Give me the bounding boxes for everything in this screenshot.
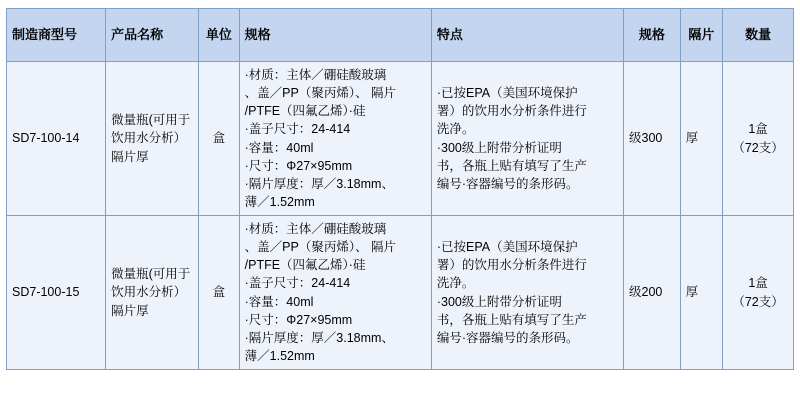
table-body (7, 62, 794, 370)
cell-spec: ·材质：主体／硼硅酸玻璃 、盖／PP（聚丙烯）、 隔片 /PTFE（四氟乙烯）·硅 ·盖子尺寸：24-414 ·容量：40ml ·尺寸：Φ27×95mm ·隔片厚度：厚／3.18mm、 薄／1.52mm (239, 62, 431, 216)
table-header (7, 9, 794, 62)
header-quantity: 数量 (723, 9, 794, 62)
cell-grade: 级200 (624, 216, 681, 370)
table-row (7, 216, 794, 370)
cell-model: SD7-100-14 (7, 62, 106, 216)
header-spec: 规格 (239, 9, 431, 62)
cell-feature: ·已按EPA（美国环境保护 署）的饮用水分析条件进行 洗净。 ·300级上附带分析证明 书，各瓶上贴有填写了生产 编号·容器编号的条形码。 (431, 62, 623, 216)
cell-septa: 厚 (680, 216, 722, 370)
header-unit: 单位 (199, 9, 239, 62)
header-model: 制造商型号 (7, 9, 106, 62)
cell-product-name: 微量瓶(可用于饮用水分析）隔片厚 (106, 62, 199, 216)
cell-feature: ·已按EPA（美国环境保护 署）的饮用水分析条件进行 洗净。 ·300级上附带分析证明 书，各瓶上贴有填写了生产 编号·容器编号的条形码。 (431, 216, 623, 370)
cell-spec: ·材质：主体／硼硅酸玻璃 、盖／PP（聚丙烯）、 隔片 /PTFE（四氟乙烯）·硅 ·盖子尺寸：24-414 ·容量：40ml ·尺寸：Φ27×95mm ·隔片厚度：厚／3.18mm、 薄／1.52mm (239, 216, 431, 370)
cell-quantity: 1盒 （72支） (723, 62, 794, 216)
cell-unit: 盒 (199, 216, 239, 370)
header-row (7, 9, 794, 62)
product-spec-table (6, 8, 794, 370)
table-row (7, 62, 794, 216)
cell-unit: 盒 (199, 62, 239, 216)
cell-model: SD7-100-15 (7, 216, 106, 370)
header-septa: 隔片 (680, 9, 722, 62)
cell-quantity: 1盒 （72支） (723, 216, 794, 370)
cell-product-name: 微量瓶(可用于饮用水分析）隔片厚 (106, 216, 199, 370)
header-product-name: 产品名称 (106, 9, 199, 62)
cell-septa: 厚 (680, 62, 722, 216)
header-grade: 规格 (624, 9, 681, 62)
cell-grade: 级300 (624, 62, 681, 216)
header-feature: 特点 (431, 9, 623, 62)
